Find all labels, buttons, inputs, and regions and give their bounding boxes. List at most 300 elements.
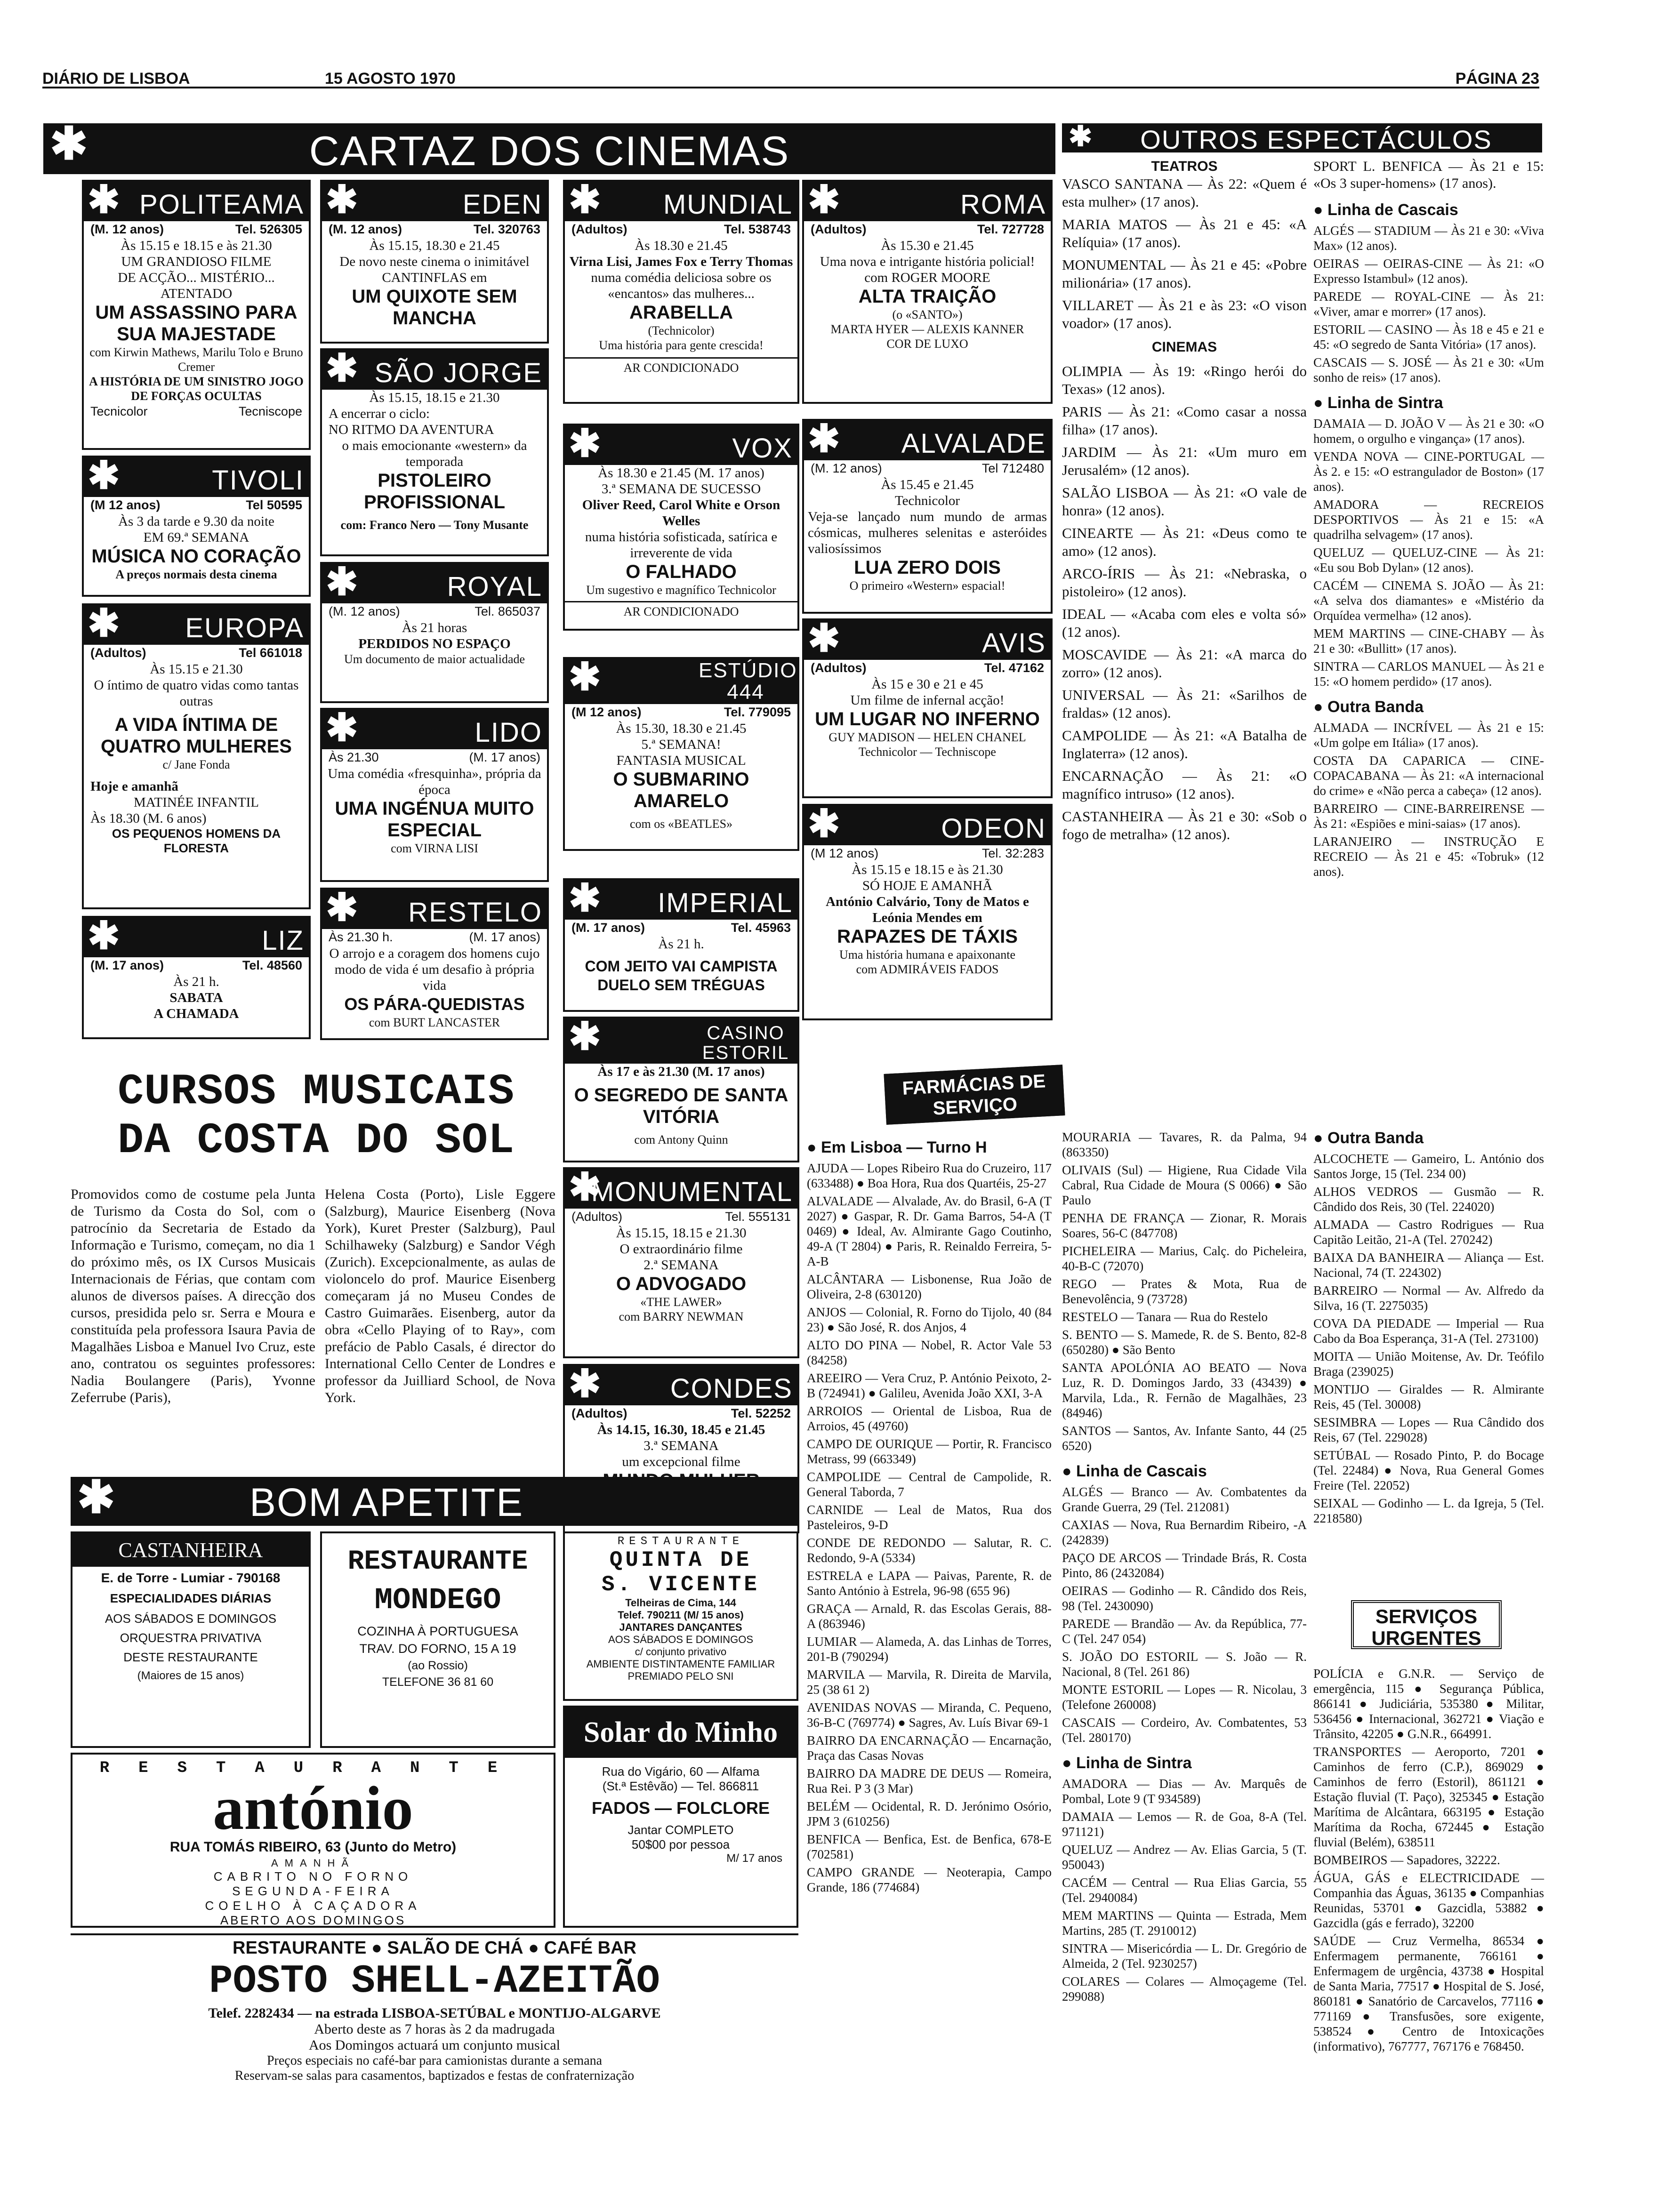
show-line: ATENTADO (160, 286, 233, 301)
pharmacy-listing: CAXIAS — Nova, Rua Bernardim Ribeiro, -A (242839) (1062, 1518, 1307, 1547)
banda-pharmacy-list (1313, 1151, 1544, 1526)
cinema-estudio-444 (563, 657, 799, 851)
film-subtitle: «THE LAWER» (640, 1295, 722, 1309)
film-subtitle: A preços normais desta cinema (115, 568, 277, 581)
ad-line: AMBIENTE DISTINTAMENTE FAMILIAR (586, 1658, 775, 1670)
cinema-listing: DAMAIA — D. JOÃO V — Às 21 e 30: «O homem, o orgulho e vingança» (17 anos). (1313, 417, 1544, 446)
ad-line: ABERTO AOS DOMINGOS (220, 1913, 406, 1927)
cinema-header (565, 1366, 797, 1405)
ad-line: Telheiras de Cima, 144 (625, 1597, 736, 1609)
pharmacy-listing: QUELUZ — Andrez — Av. Elias Garcia, 5 (T. 950043) (1062, 1843, 1307, 1872)
section-heading: ● Linha de Cascais (1313, 201, 1544, 218)
age-rating: (Adultos) (811, 222, 867, 236)
section-heading: ● Outra Banda (1313, 698, 1544, 715)
ad-title: MONDEGO (374, 1584, 501, 1618)
asterisk-icon: ✱ (50, 123, 88, 169)
age-rating: (M. 17 anos) (90, 958, 164, 972)
cinema-listing: BARREIRO — CINE-BARREIRENSE — Às 21: «Espiões e mini-saias» (17 anos). (1313, 801, 1544, 831)
cinema-sao-jorge (320, 348, 549, 556)
cinema-header (565, 182, 797, 221)
pharmacy-listing: PENHA DE FRANÇA — Zionar, R. Morais Soares, 56-C (847708) (1062, 1211, 1307, 1240)
ad-line: Rua do Vigário, 60 — Alfama (602, 1764, 760, 1779)
air-conditioning: AR CONDICIONADO (565, 357, 797, 375)
cinema-lido (320, 708, 549, 882)
film-cast: com Antony Quinn (634, 1133, 728, 1146)
ad-line: PREMIADO PELO SNI (627, 1670, 734, 1682)
note: Hoje e amanhã (90, 779, 178, 794)
asterisk-icon: ✱ (569, 880, 601, 920)
cinema-listing: VENDA NOVA — CINE-PORTUGAL — Às 2. e 15: «O estrangulador de Boston» (17 anos). (1313, 449, 1544, 494)
pharmacy-listing: ALHOS VEDROS — Gusmão — R. Cândido dos Reis, 30 (Tel. 224020) (1313, 1185, 1544, 1214)
pharmacy-listing: BENFICA — Benfica, Est. de Benfica, 678-E (702581) (807, 1832, 1052, 1861)
show-line: o mais emocionante «western» da temporada (342, 438, 527, 469)
cinema-roma (802, 180, 1053, 404)
film-subtitle: A HISTÓRIA DE UM SINISTRO JOGO DE FORÇAS OCULTAS (89, 375, 304, 403)
show-line: Veja-se lançado num mundo de armas cósmicas, mulheres selenitas e asteróides valiosíssimos (808, 509, 1047, 556)
section-heading: ● Outra Banda (1313, 1130, 1544, 1146)
theatre-listing: MONUMENTAL — Às 21 e 45: «Pobre milionária» (17 anos). (1062, 256, 1307, 291)
asterisk-icon: ✱ (326, 890, 358, 929)
cinema-header (565, 1018, 797, 1064)
ad-line: Telef. 2282434 — na estrada LISBOA-SETÚBAL e MONTIJO-ALGARVE (208, 2005, 661, 2021)
show-line: Às 15.15 e 18.15 e às 21.30 (852, 862, 1003, 877)
section-heading: ● Em Lisboa — Turno H (807, 1139, 1052, 1156)
cursos-title (118, 1067, 541, 1165)
film-format: COR DE LUXO (886, 337, 968, 351)
service-listing: SAÚDE — Cruz Vermelha, 86534 ● Enfermagem permanente, 766161 ● Enfermagem de urgência, 43738 ● Hospital de Santa Maria, 77517 ● Hospital de S. José, 860181 ● Sanatório de Carcavelos, 77116 ● 771169 ● Transfusões, sore exigente, 538524 ● Centro de Intoxicações (informativo), 767777, 767176 e 768450. (1313, 1934, 1544, 2053)
servicos-stamp: SERVIÇOS URGENTES (1351, 1600, 1502, 1649)
cinema-name: AVIS (982, 628, 1046, 658)
show-line: Às 14.15, 16.30, 18.45 e 21.45 (597, 1422, 765, 1437)
cinema-header (322, 182, 547, 221)
ad-title: RESTAURANTE (347, 1547, 528, 1577)
cinema-name: LIDO (475, 717, 542, 748)
bom-apetite-header (71, 1477, 798, 1526)
pharmacy-listing: MONTE ESTORIL — Lopes — R. Nicolau, 3 (Telefone 260008) (1062, 1683, 1307, 1712)
pharmacy-listing: COLARES — Colares — Almoçageme (Tel. 299088) (1062, 1974, 1307, 2004)
cinema-header (322, 350, 547, 390)
ad-line: (Maiores de 15 anos) (137, 1669, 244, 1682)
film-cast: com ADMIRÁVEIS FADOS (856, 962, 999, 976)
ad-line: 50$00 por pessoa (631, 1837, 730, 1851)
pharmacy-listing: MOURARIA — Tavares, R. da Palma, 94 (863350) (1062, 1130, 1307, 1159)
ad-title: POSTO SHELL-AZEITÃO (209, 1959, 660, 2004)
phone: Tel. 727728 (977, 222, 1044, 236)
section-heading: ● Linha de Sintra (1062, 1755, 1307, 1771)
servicos-column (1313, 1666, 1544, 2118)
pharmacy-listing: ALCOCHETE — Gameiro, L. António dos Santos Jorge, 15 (Tel. 234 00) (1313, 1152, 1544, 1181)
pharmacy-listing: AVENIDAS NOVAS — Miranda, C. Pequeno, 36-B-C (769774) ● Sagres, Av. Luís Bivar 69-1 (807, 1700, 1052, 1730)
format: Tecniscope (238, 404, 302, 418)
asterisk-icon: ✱ (326, 710, 358, 749)
cinema-name: SÃO JORGE (374, 358, 542, 388)
ad-line: Reservam-se salas para casamentos, baptizados e festas de confraternização (234, 2068, 635, 2083)
ad-title: RESTAURANTE (617, 1535, 744, 1548)
show-line: Oliver Reed, Carol White e Orson Welles (582, 497, 780, 529)
cinema-header (322, 890, 547, 929)
section-heading: CINEMAS (1151, 339, 1217, 355)
phone: Tel 661018 (239, 646, 302, 660)
pharmacy-listing: CONDE DE REDONDO — Salutar, R. C. Redondo, 9-A (5334) (807, 1536, 1052, 1565)
cinema-restelo (320, 888, 549, 1040)
issue-date: 15 AGOSTO 1970 (325, 70, 456, 88)
ad-line: RUA TOMÁS RIBEIRO, 63 (Junto do Metro) (169, 1839, 457, 1855)
age-rating: (M. 17 anos) (469, 930, 540, 944)
cinema-name: ESTÚDIO 444 (699, 659, 797, 704)
show-line: EM 69.ª SEMANA (143, 530, 249, 545)
asterisk-icon: ✱ (808, 182, 840, 221)
pharmacy-listing: PAÇO DE ARCOS — Trindade Brás, R. Costa Pinto, 86 (2432084) (1062, 1551, 1307, 1580)
pharmacy-listing: SANTOS — Santos, Av. Infante Santo, 44 (25 6520) (1062, 1424, 1307, 1453)
cinema-name: RESTELO (408, 897, 542, 928)
show-line: Uma comédia «fresquinha», própria da época (328, 766, 541, 797)
asterisk-icon: ✱ (1069, 123, 1093, 152)
pharmacy-listing: LUMIAR — Alameda, A. das Linhas de Torres, 201-B (790294) (807, 1635, 1052, 1664)
film-subtitle: MARTA HYER — ALEXIS KANNER (830, 322, 1024, 336)
cascais-pharmacy-list (1062, 1484, 1307, 1745)
ad-line: TELEFONE 36 81 60 (382, 1675, 494, 1689)
bom-apetite-title: BOM APETITE (249, 1480, 524, 1524)
pharmacy-listing: S. JOÃO DO ESTORIL — S. João — R. Nacional, 8 (Tel. 261 86) (1062, 1650, 1307, 1679)
film-title: LUA ZERO DOIS (854, 557, 1001, 578)
ad-mondego (320, 1531, 555, 1748)
show-line: O íntimo de quatro vidas como tantas outras (94, 678, 299, 709)
banda-list (1313, 720, 1544, 879)
show-line: Às 15.45 e 21.45 (881, 477, 974, 492)
ad-line: TRAV. DO FORNO, 15 A 19 (359, 1642, 516, 1656)
cinema-name: ODEON (941, 813, 1046, 844)
phone: Tel. 526305 (235, 222, 302, 236)
phone: Tel. 555131 (725, 1210, 791, 1224)
pharmacy-listing: RESTELO — Tanara — Rua do Restelo (1062, 1310, 1268, 1324)
ad-line: Aos Domingos actuará um conjunto musical (308, 2037, 561, 2053)
show-line: Às 21 h. (173, 974, 219, 989)
ad-line: Jantar COMPLETO (627, 1823, 734, 1837)
asterisk-icon: ✱ (569, 425, 601, 465)
pharmacy-listing: PAREDE — Brandão — Av. da República, 77-C (Tel. 247 054) (1062, 1617, 1307, 1646)
cinema-header (84, 457, 309, 497)
theatre-listing: MARIA MATOS — Às 21 e 45: «A Relíquia» (17 anos). (1062, 216, 1307, 250)
asterisk-icon: ✱ (88, 605, 120, 645)
cinema-liz (82, 916, 311, 1039)
cinema-alvalade (802, 419, 1053, 614)
ad-posto-shell (71, 1933, 798, 2112)
pharmacy-listing: AREEIRO — Vera Cruz, P. António Peixoto, 2-B (724941) ● Galileu, Avenida João XXI, 3-A (807, 1371, 1052, 1400)
ad-line: AMANHÃ (271, 1857, 355, 1869)
show-line: DE ACÇÃO... MISTÉRIO... (118, 270, 275, 285)
phone: Tel. 52252 (731, 1406, 791, 1420)
cartaz-title: CARTAZ DOS CINEMAS (309, 128, 790, 174)
film-title-2: A CHAMADA (153, 1006, 239, 1021)
show-line: A encerrar o ciclo: (329, 406, 430, 421)
cinema-listing: IDEAL — «Acaba com eles e volta só» (12 anos). (1062, 606, 1307, 640)
age-rating: (M 12 anos) (811, 846, 879, 860)
pharmacy-listing: BARREIRO — Normal — Av. Alfredo da Silva, 16 (T. 2275035) (1313, 1283, 1544, 1313)
cinema-listing: LARANJEIRO — INSTRUÇÃO E RECREIO — Às 21 e 45: «Tobruk» (12 anos). (1313, 834, 1544, 879)
cinema-europa (82, 603, 311, 909)
outros-right-column (1313, 158, 1544, 1043)
film-title: ARABELLA (629, 302, 733, 323)
age-rating: (M 12 anos) (571, 705, 642, 719)
teatros-list (1062, 175, 1307, 332)
cinema-vox (563, 424, 799, 631)
film-cast: c/ Jane Fonda (162, 758, 230, 771)
film-cast: com Kirwin Mathews, Marilu Tolo e Bruno Cremer (89, 345, 303, 374)
film-title: O FALHADO (626, 561, 737, 582)
sintra-list (1313, 416, 1544, 689)
phone: Tel. 779095 (724, 705, 791, 719)
cinema-listing: CINEARTE — Às 21: «Deus como te amo» (12 anos). (1062, 525, 1307, 559)
pharmacy-listing: SETÚBAL — Rosado Pinto, P. do Bocage (Tel. 22484) ● Nova, Rua General Gomes Freire (Tel. 22052) (1313, 1448, 1544, 1492)
cinema-listing: CASCAIS — S. JOSÉ — Às 21 e 30: «Um sonho de reis» (17 anos). (1313, 355, 1544, 385)
ad-quinta-sao-vicente (563, 1531, 798, 1701)
film-title: PISTOLEIRO PROFISSIONAL (363, 470, 506, 513)
ad-line: RESTAURANTE ● SALÃO DE CHÁ ● CAFÉ BAR (233, 1938, 636, 1958)
cinema-name: CASINO ESTORIL (702, 1023, 789, 1063)
cinema-name: LIZ (262, 925, 304, 956)
phone: Tel 712480 (981, 461, 1044, 475)
pharmacy-listing: COVA DA PIEDADE — Imperial — Rua Cabo da Boa Esperança, 31-A (Tel. 273100) (1313, 1316, 1544, 1346)
pharmacy-listing: ESTRELA e LAPA — Paivas, Parente, R. de Santo António à Estrela, 96-98 (655 96) (807, 1569, 1052, 1598)
film-cast: com BARRY NEWMAN (619, 1310, 744, 1323)
cinema-header (84, 182, 309, 221)
asterisk-icon: ✱ (569, 182, 601, 221)
pharmacy-listing: SEIXAL — Godinho — L. da Igreja, 5 (Tel. 2218580) (1313, 1496, 1544, 1525)
cinema-name: ROYAL (447, 571, 542, 602)
show-line: NO RITMO DA AVENTURA (329, 422, 494, 437)
note: MATINÉE INFANTIL (133, 795, 259, 810)
asterisk-icon: ✱ (77, 1477, 115, 1523)
cinema-header (322, 710, 547, 749)
ad-title: RESTAURANTE (99, 1759, 527, 1777)
pharmacy-listing: CAMPO GRANDE — Neoterapia, Campo Grande, 186 (774684) (807, 1865, 1052, 1894)
ad-line: ESPECIALIDADES DIÁRIAS (110, 1591, 272, 1605)
film-title: UM LUGAR NO INFERNO (815, 709, 1040, 729)
cinema-header (84, 918, 309, 957)
show-line: SÓ HOJE E AMANHÃ (862, 878, 993, 893)
film-subtitle: Uma história para gente crescida! (599, 338, 764, 352)
cinema-listing: MOSCAVIDE — Às 21: «A marca do zorro» (12 anos). (1062, 646, 1307, 681)
theatre-listing: VILLARET — Às 21 e às 23: «O vison voador» (17 anos). (1062, 297, 1307, 331)
show-line: Às 18.30 e 21.45 (635, 238, 728, 253)
film-subtitle: Um documento de maior actualidade (344, 652, 525, 666)
pharmacy-listing: GRAÇA — Arnald, R. das Escolas Gerais, 88-A (863946) (807, 1602, 1052, 1631)
age-rating: (Adultos) (571, 1406, 627, 1420)
note: Às 18.30 (M. 6 anos) (90, 811, 207, 826)
age-rating: (Adultos) (90, 646, 146, 660)
pharmacy-listing: ALMADA — Castro Rodrigues — Rua Capitão Leitão, 21-A (Tel. 270242) (1313, 1218, 1544, 1247)
film-title: O ADVOGADO (616, 1274, 747, 1294)
pharmacy-listing: MARVILA — Marvila, R. Direita de Marvila, 25 (38 61 2) (807, 1667, 1052, 1697)
show-time: Às 21.30 h. (329, 930, 393, 944)
cinemas-list (1062, 362, 1307, 843)
cinema-tivoli (82, 456, 311, 597)
ad-line: M/ 17 anos (726, 1852, 782, 1865)
cinema-header (565, 1169, 797, 1209)
phone: Tel. 865037 (475, 604, 540, 618)
show-line: Às 15 e 30 e 21 e 45 (871, 677, 983, 692)
cinema-name: MONUMENTAL (591, 1177, 793, 1207)
phone: Tel 50595 (246, 498, 302, 512)
show-line: Às 21 horas (402, 620, 467, 635)
ad-line: (St.ª Estêvão) — Tel. 866811 (602, 1779, 759, 1793)
pharmacy-listing: CACÉM — Central — Rua Elias Garcia, 55 (Tel. 2940084) (1062, 1875, 1307, 1905)
lisboa-pharmacy-list (807, 1161, 1052, 1895)
cinema-header (804, 421, 1051, 460)
listing: SPORT L. BENFICA — Às 21 e 15: «Os 3 super-homens» (17 anos). (1313, 159, 1544, 191)
service-listing: BOMBEIROS — Sapadores, 32222. (1313, 1853, 1500, 1867)
pharmacy-listing: CARNIDE — Leal de Matos, Rua dos Pasteleiros, 9-D (807, 1503, 1052, 1532)
farmacias-stamp: FARMÁCIAS DE SERVIÇO (884, 1065, 1065, 1125)
cinema-header (565, 425, 797, 465)
pharmacy-listing: SANTA APOLÓNIA AO BEATO — Nova Luz, R. D. Domingos Jardo, 33 (43439) ● Marvila, Lda., R. Fernão de Magalhães, 23 (84946) (1062, 1361, 1307, 1420)
cinema-listing: ARCO-ÍRIS — Às 21: «Nebraska, o pistoleiro» (12 anos). (1062, 565, 1307, 600)
cinema-avis (802, 618, 1053, 798)
pharmacy-listing: ALVALADE — Alvalade, Av. do Brasil, 6-A (T 2027) ● Gaspar, R. Dr. Gama Barros, 54-A (T 0469) ● Ideal, Av. Almirante Gago Coutinho, 49-A (T 2804) ● Paris, R. Reinaldo Ferreira, 5-A-B (807, 1194, 1052, 1268)
asterisk-icon: ✱ (808, 421, 840, 460)
film-format: Technicolor — Techniscope (859, 745, 996, 759)
film-cast: com: Franco Nero — Tony Musante (340, 518, 529, 532)
cinema-header (804, 806, 1051, 845)
show-line: António Calvário, Tony de Matos e Leónia Mendes em (826, 894, 1029, 925)
cinema-listing: UNIVERSAL — Às 21: «Sarilhos de fraldas» (12 anos). (1062, 687, 1307, 721)
cinema-name: POLITEAMA (139, 189, 304, 220)
pharmacy-listing: BAIRRO DA MADRE DE DEUS — Romeira, Rua Rei. P 3 (3 Mar) (807, 1766, 1052, 1795)
cartaz-header (43, 123, 1055, 174)
cinema-name: ROMA (960, 189, 1046, 220)
ad-line: DESTE RESTAURANTE (123, 1650, 258, 1664)
cinema-listing: ALGÉS — STADIUM — Às 21 e 30: «Viva Max» (12 anos). (1313, 224, 1544, 253)
cinema-listing: PARIS — Às 21: «Como casar a nossa filha» (17 anos). (1062, 403, 1307, 438)
cinema-name: TIVOLI (212, 465, 304, 496)
show-line: 5.ª SEMANA! (641, 737, 721, 752)
asterisk-icon: ✱ (569, 659, 601, 698)
cinema-listing: OEIRAS — OEIRAS-CINE — Às 21: «O Expresso Istambul» (12 anos). (1313, 256, 1544, 286)
pharmacy-listing: MEM MARTINS — Quinta — Estrada, Mem Martins, 285 (T. 2910012) (1062, 1908, 1307, 1938)
cinema-listing: CACÉM — CINEMA S. JOÃO — Às 21: «A selva dos diamantes» e «Mistério da Orquídea vermelha» (12 anos). (1313, 578, 1544, 623)
asterisk-icon: ✱ (326, 350, 358, 390)
cinema-name: EUROPA (185, 613, 304, 643)
cinema-monumental (563, 1167, 799, 1358)
film-title: SABATA (169, 990, 223, 1005)
cinema-listing: CAMPOLIDE — Às 21: «A Batalha de Inglaterra» (12 anos). (1062, 727, 1307, 761)
show-line: De novo neste cinema o inimitável CANTINFLAS em (339, 254, 530, 285)
asterisk-icon: ✱ (326, 564, 358, 603)
cinema-name: MUNDIAL (663, 189, 793, 220)
page-number: PÁGINA 23 (1455, 70, 1539, 88)
cinema-listing: PAREDE — ROYAL-CINE — Às 21: «Viver, amar e morrer» (17 anos). (1313, 289, 1544, 319)
show-line: Às 15.30, 18.30 e 21.45 (616, 721, 747, 736)
ad-line: COELHO À CAÇADORA (205, 1899, 421, 1913)
film-subtitle: O primeiro «Western» espacial! (849, 579, 1005, 593)
show-line: Às 17 e às 21.30 (M. 17 anos) (597, 1064, 765, 1079)
ad-line: JANTARES DANÇANTES (619, 1621, 742, 1633)
film-subtitle: Uma história humana e apaixonante (839, 948, 1015, 962)
show-line: Technicolor (894, 493, 960, 508)
age-rating: (M. 12 anos) (329, 222, 402, 236)
ad-line: COZINHA À PORTUGUESA (357, 1624, 518, 1638)
farmacias-column-1 (807, 1139, 1052, 2118)
pharmacy-listing: ALCÂNTARA — Lisbonense, Rua João de Oliveira, 2-8 (630120) (807, 1272, 1052, 1301)
cinema-name: ALVALADE (901, 428, 1046, 459)
show-line: Virna Lisi, James Fox e Terry Thomas (569, 254, 793, 269)
pharmacy-listing: DAMAIA — Lemos — R. de Goa, 8-A (Tel. 971121) (1062, 1810, 1307, 1839)
film-title: O SEGREDO DE SANTA VITÓRIA (574, 1085, 788, 1127)
pharmacy-listing: SINTRA — Misericórdia — L. Dr. Gregório de Almeida, 2 (Tel. 9230257) (1062, 1941, 1307, 1971)
film-title: OS PÁRA-QUEDISTAS (344, 994, 525, 1014)
service-listing: POLÍCIA e G.N.R. — Serviço de emergência, 115 ● Segurança Pública, 866141 ● Judiciária, 535380 ● Militar, 536456 ● Internacional, 362721 ● Viação e Trânsito, 42205 ● G.N.R., 664991. (1313, 1667, 1544, 1741)
farmacias-column-2 (1062, 1130, 1307, 2118)
show-line: O arrojo e a coragem dos homens cujo modo de vida é um desafio à própria vida (329, 946, 540, 993)
age-rating: (M. 12 anos) (811, 461, 882, 475)
show-line: Às 15.15 e 18.15 e às 21.30 (121, 238, 272, 253)
air-conditioning: AR CONDICIONADO (565, 601, 797, 619)
ad-line: FADOS — FOLCLORE (592, 1798, 770, 1818)
asterisk-icon: ✱ (569, 1018, 601, 1058)
cascais-list (1313, 223, 1544, 385)
age-rating: (M. 12 anos) (329, 604, 400, 618)
film-cast: GUY MADISON — HELEN CHANEL (828, 730, 1026, 744)
film-title: O SUBMARINO AMARELO (613, 769, 749, 811)
section-heading: ● Linha de Sintra (1313, 394, 1544, 411)
age-rating: (Adultos) (571, 222, 627, 236)
ad-line: AOS SÁBADOS E DOMINGOS (608, 1634, 754, 1645)
film-cast: com BURT LANCASTER (369, 1016, 500, 1029)
film-title: MÚSICA NO CORAÇÃO (91, 546, 301, 567)
film-title: A VIDA ÍNTIMA DE QUATRO MULHERES (101, 714, 292, 757)
sintra-pharmacy-list (1062, 1776, 1307, 2004)
ad-line: Telef. 790211 (M/ 15 anos) (618, 1609, 744, 1621)
lisboa-pharmacy-list-cont (1062, 1130, 1307, 1453)
pharmacy-listing: AMADORA — Dias — Av. Marquês de Pombal, Lote 9 (T 934589) (1062, 1777, 1307, 1806)
film-title: UMA INGÉNUA MUITO ESPECIAL (335, 798, 534, 841)
show-line: 2.ª SEMANA (643, 1258, 719, 1273)
show-line: Um filme de infernal acção! (850, 693, 1005, 708)
cinema-header (84, 605, 309, 645)
theatre-listing: VASCO SANTANA — Às 22: «Quem é esta mulher» (17 anos). (1062, 176, 1307, 210)
film-cast: com VIRNA LISI (391, 842, 478, 855)
show-line: UM GRANDIOSO FILME (121, 254, 272, 269)
ad-line: SEGUNDA-FEIRA (232, 1884, 394, 1898)
show-line: Às 3 da tarde e 9.30 da noite (118, 514, 274, 529)
show-line: 3.ª SEMANA (643, 1438, 719, 1453)
cinema-name: EDEN (462, 189, 542, 220)
asterisk-icon: ✱ (88, 918, 120, 957)
pharmacy-listing: BAIRRO DA ENCARNAÇÃO — Encarnação, Praça das Casas Novas (807, 1733, 1052, 1763)
cinema-header (804, 620, 1051, 660)
show-line: Às 15.15, 18.15 e 21.30 (616, 1226, 747, 1241)
pharmacy-listing: ANJOS — Colonial, R. Forno do Tijolo, 40 (84 23) ● São José, R. dos Anjos, 4 (807, 1305, 1052, 1334)
ad-line: c/ conjunto privativo (635, 1646, 727, 1658)
show-line: Às 15.15 e 21.30 (150, 662, 243, 677)
show-line: Às 18.30 e 21.45 (M. 17 anos) (598, 465, 764, 481)
phone: Tel. 48560 (242, 958, 302, 972)
cursos-column-2: Helena Costa (Porto), Lisle Eggere (Salzburg), Maurice Eisenberg (Nova York), Kuret Prester (Salzburg), Paul Schilhaweky (Salzburg) e Sandor Végh (Zurich). Excepcionalmente, as aulas de violoncelo do prof. Maurice Eisenberg começaram já no Museu Condes de Castro Guimarães. Eisenberg, autor da obra «Cello Playing of to Ray», com prefácio de Pablo Casals, é director do International Cello Center de Londres e professor da Juilliard School, de Nova York. (325, 1186, 555, 1405)
asterisk-icon: ✱ (808, 806, 840, 845)
asterisk-icon: ✱ (88, 457, 120, 497)
farmacias-column-3 (1313, 1130, 1544, 1600)
ad-line: Preços especiais no café-bar para camionistas durante a semana (266, 2053, 603, 2068)
asterisk-icon: ✱ (569, 1366, 601, 1405)
phone: Tel. 538743 (724, 222, 791, 236)
pharmacy-listing: MOITA — União Moitense, Av. Dr. Teófilo Braga (239025) (1313, 1349, 1544, 1378)
asterisk-icon: ✱ (88, 182, 120, 221)
film-subtitle: Um sugestivo e magnífico Technicolor (586, 583, 776, 597)
pharmacy-listing: AJUDA — Lopes Ribeiro Rua do Cruzeiro, 117 (633488) ● Boa Hora, Rua dos Quartéis, 25-27 (807, 1161, 1052, 1190)
show-line: Uma nova e intrigante história policial! (820, 254, 1035, 269)
pharmacy-listing: BAIXA DA BANHEIRA — Aliança — Est. Nacional, 74 (T. 224302) (1313, 1250, 1544, 1280)
pharmacy-listing: ARROIOS — Oriental de Lisboa, Rua de Arroios, 45 (49760) (807, 1404, 1052, 1433)
